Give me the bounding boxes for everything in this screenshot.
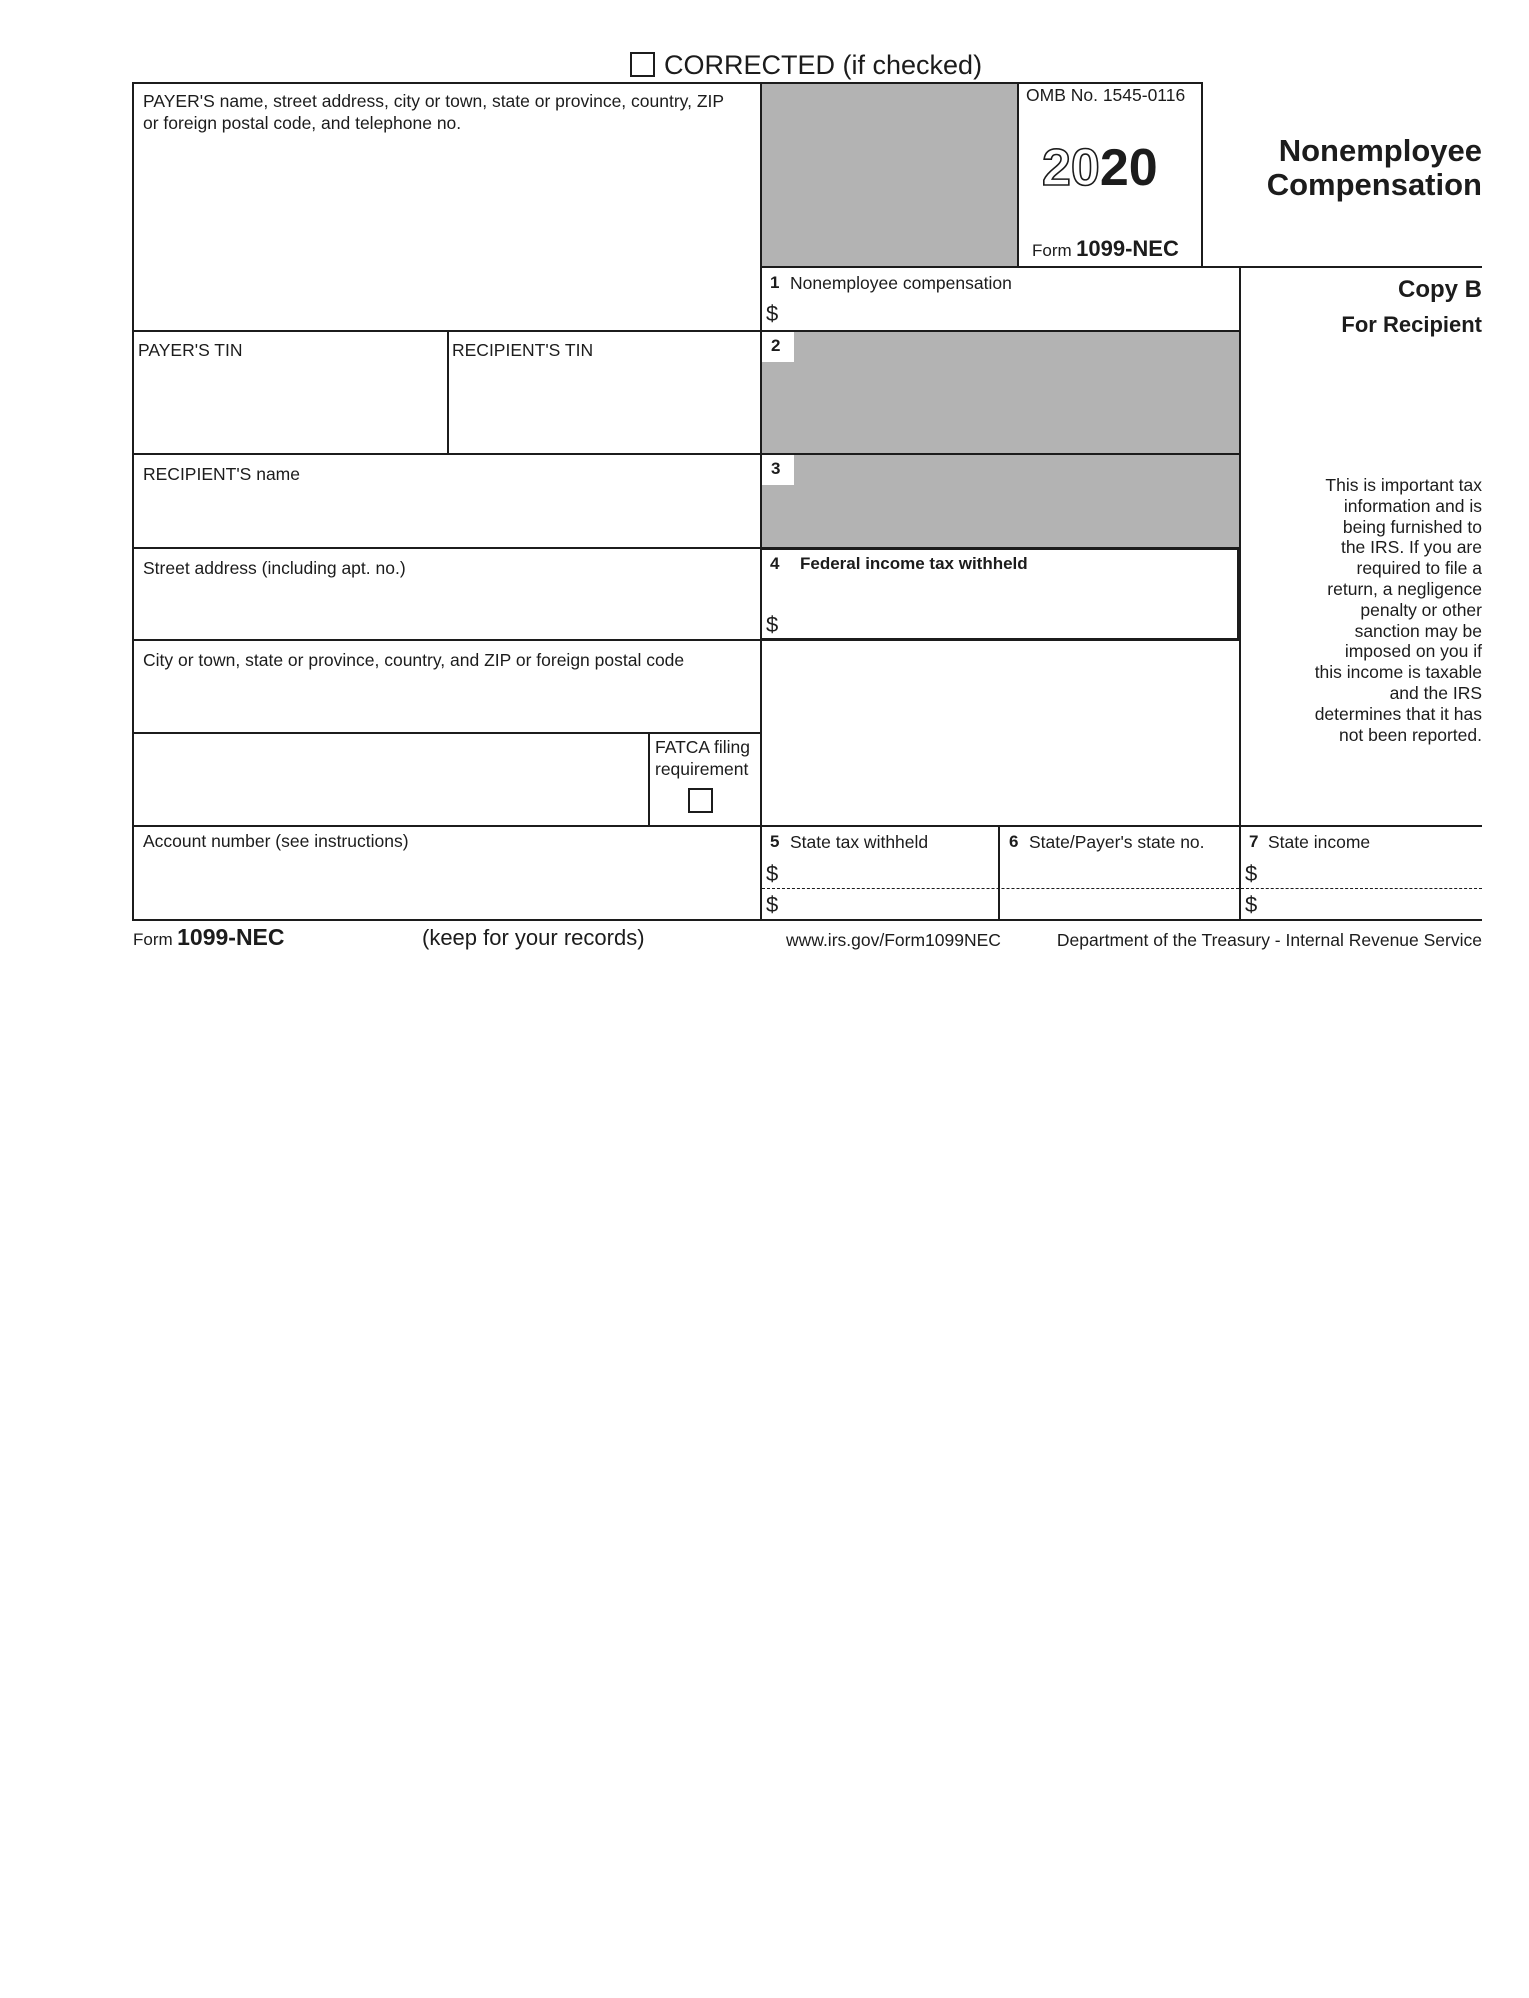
footer-form-prefix: Form (133, 930, 173, 949)
box4-amount-field[interactable] (786, 600, 1234, 634)
box4-top (760, 547, 1241, 550)
box4-number: 4 (770, 554, 780, 573)
box1-number: 1 (770, 273, 780, 292)
corrected-label: CORRECTED (if checked) (664, 50, 983, 80)
payer-tin-field[interactable] (136, 364, 444, 450)
recipient-tin-field[interactable] (452, 364, 757, 450)
footer-url: www.irs.gov/Form1099NEC (786, 930, 1001, 950)
box5-box6-divider (998, 825, 1000, 921)
payer-info-label-line2: or foreign postal code, and telephone no. (143, 113, 462, 133)
city-label: City or town, state or province, country, and ZIP or foreign postal code (143, 650, 685, 670)
notice-line: being furnished to (1342, 516, 1482, 537)
left-border (132, 82, 134, 921)
row-fatca-top (132, 732, 762, 734)
box4-label: Federal income tax withheld (800, 554, 1028, 573)
notice-line: return, a negligence (1327, 578, 1482, 599)
box1-top-line (760, 266, 1482, 268)
row-tin-top (132, 330, 1241, 332)
box1-amount-field[interactable] (786, 296, 1236, 328)
state-dashed-line-right (1241, 888, 1482, 889)
copy-title: Copy B (1398, 276, 1482, 303)
city-field[interactable] (136, 674, 756, 729)
notice-line: this income is taxable (1314, 662, 1482, 683)
tax-year-bold: 20 (1099, 139, 1158, 197)
state-dashed-line-left (762, 888, 1239, 889)
notice-line: and the IRS (1389, 682, 1482, 703)
fatca-label-line2: requirement (655, 759, 749, 779)
form-title (1267, 134, 1482, 202)
box6-field-1[interactable] (1002, 858, 1236, 886)
recipient-name-label: RECIPIENT'S name (143, 464, 300, 484)
box5-currency-1: $ (766, 861, 779, 886)
row-name-top (132, 453, 1241, 455)
notice-line: penalty or other (1360, 599, 1482, 620)
box2-number: 2 (771, 336, 781, 355)
box1-label: Nonemployee compensation (790, 273, 1012, 293)
notice-line: not been reported. (1338, 724, 1482, 745)
notice-line: This is important tax (1325, 475, 1482, 495)
box6-label: State/Payer's state no. (1029, 832, 1205, 852)
street-address-label: Street address (including apt. no.) (143, 558, 406, 578)
box7-currency-2: $ (1245, 892, 1258, 917)
account-number-field[interactable] (136, 856, 756, 916)
row-city-top (132, 639, 762, 641)
payer-tin-label: PAYER'S TIN (138, 340, 243, 360)
fatca-label-line1: FATCA filing (655, 737, 750, 757)
box2-shaded (762, 332, 1239, 454)
fatca-checkbox[interactable] (688, 788, 713, 813)
recipient-name-field[interactable] (136, 488, 756, 544)
box7-number: 7 (1249, 832, 1259, 851)
recipient-tin-label: RECIPIENT'S TIN (452, 340, 594, 360)
fatca-divider (648, 732, 650, 826)
tax-year-outline: 20 (1042, 139, 1100, 197)
box7-label: State income (1268, 832, 1371, 852)
box6-number: 6 (1009, 832, 1019, 851)
omb-form-name (1032, 236, 1179, 262)
tax-year (1042, 140, 1158, 196)
omb-right-border (1017, 82, 1019, 267)
notice-line: information and is (1343, 495, 1482, 516)
tin-divider (447, 330, 449, 454)
box5-number: 5 (770, 832, 780, 851)
box4-bottom (760, 638, 1241, 641)
box4-currency: $ (766, 612, 779, 637)
box5-label: State tax withheld (790, 832, 929, 852)
account-number-label: Account number (see instructions) (143, 831, 409, 851)
box5-currency-2: $ (766, 892, 779, 917)
copy-subtitle: For Recipient (1341, 312, 1482, 337)
footer-form-number: 1099-NEC (177, 924, 285, 950)
notice-line: sanction may be (1354, 620, 1482, 641)
footer-form-name (133, 924, 285, 951)
box7-amount-field-1[interactable] (1265, 858, 1480, 886)
box4-right (1237, 547, 1240, 641)
box3-shaded (762, 455, 1239, 548)
omb-number: OMB No. 1545-0116 (1026, 85, 1186, 105)
payer-info-field[interactable] (136, 140, 756, 326)
blank-field[interactable] (136, 736, 644, 822)
corrected-checkbox[interactable] (630, 52, 655, 77)
notice-line: required to file a (1356, 558, 1482, 579)
box5-amount-field-2[interactable] (786, 891, 994, 917)
form-title-line2: Compensation (1266, 167, 1482, 202)
footer-department: Department of the Treasury - Internal Revenue Service (1056, 930, 1482, 950)
box6-field-2[interactable] (1002, 891, 1236, 917)
omb-form-number: 1099-NEC (1076, 236, 1179, 261)
form-bottom-border (132, 919, 1482, 921)
notice-line: imposed on you if (1344, 641, 1482, 662)
box7-amount-field-2[interactable] (1265, 891, 1480, 917)
footer-keep-records: (keep for your records) (422, 925, 645, 950)
notice-line: determines that it has (1314, 703, 1482, 724)
omb-form-prefix: Form (1032, 241, 1072, 260)
box3-number: 3 (771, 459, 781, 478)
copy-notice (1315, 475, 1482, 745)
box1-currency: $ (766, 301, 779, 326)
omb-box-right-border (1201, 82, 1203, 267)
row-street-top (132, 547, 762, 549)
shaded-area-top (762, 83, 1017, 266)
street-address-field[interactable] (136, 582, 756, 636)
row-account-top (132, 825, 1482, 827)
box5-amount-field-1[interactable] (786, 858, 994, 886)
box7-currency-1: $ (1245, 861, 1258, 886)
notice-line: the IRS. If you are (1340, 537, 1482, 558)
form-title-line1: Nonemployee (1278, 133, 1482, 168)
middle-divider (760, 82, 762, 921)
payer-info-label-line1: PAYER'S name, street address, city or town, state or province, country, ZIP (143, 91, 725, 111)
